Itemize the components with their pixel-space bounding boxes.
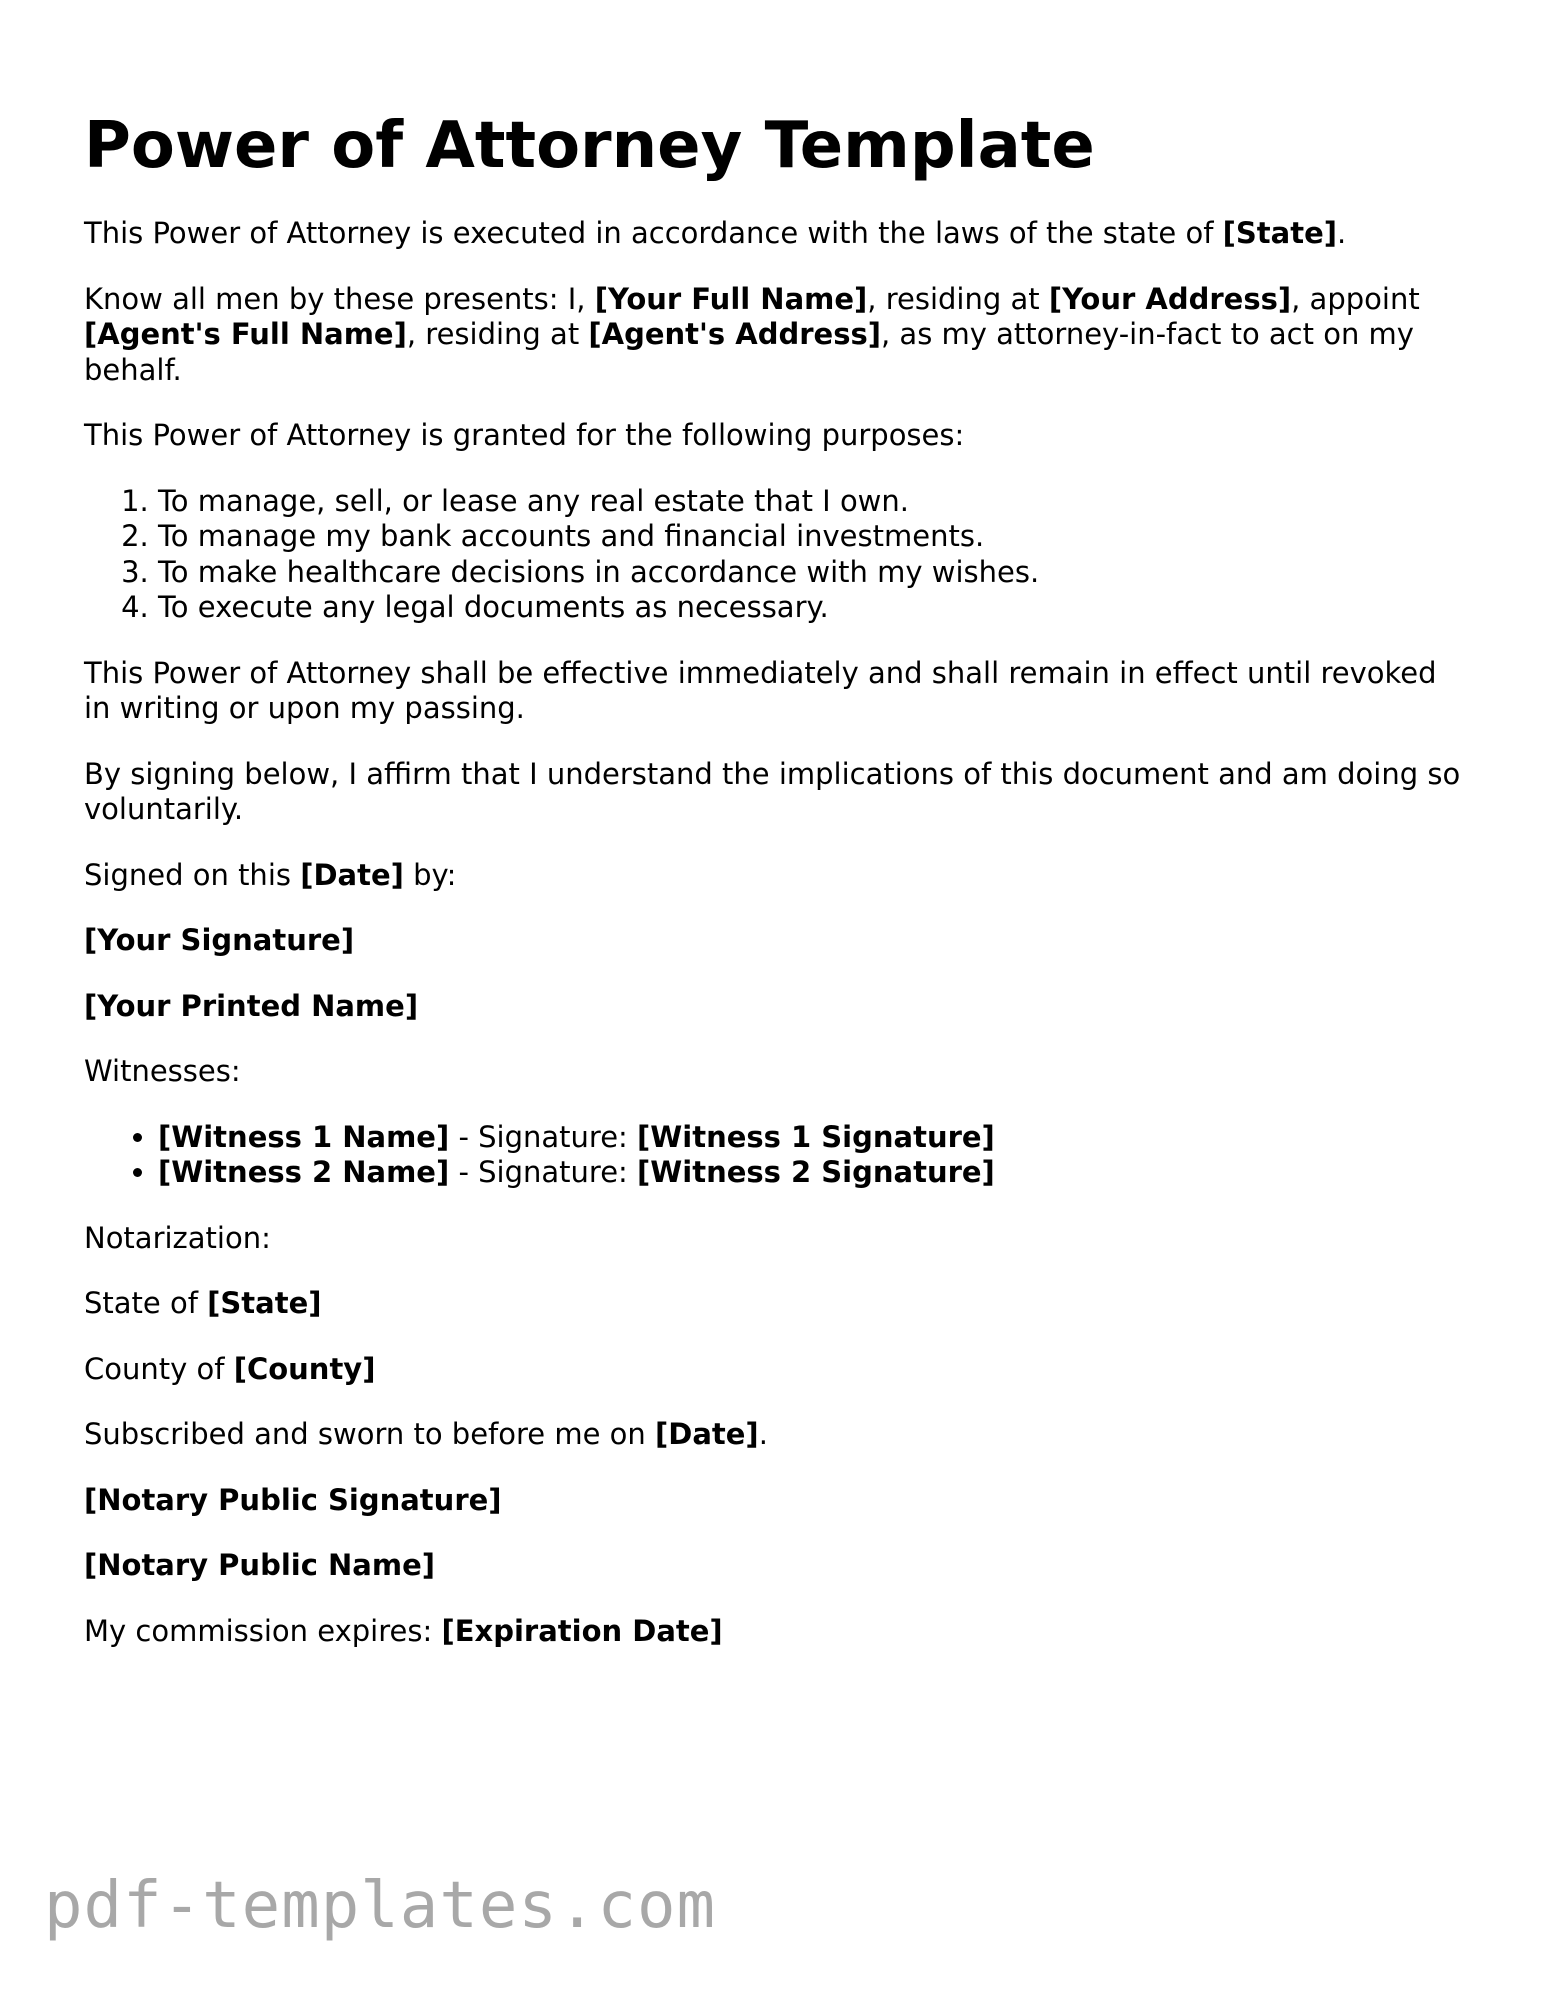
notary-signature-line: [Notary Public Signature] [84, 1482, 502, 1517]
list-item: 4. To execute any legal documents as necessary. [158, 590, 1464, 626]
commission-line: My commission expires: [Expiration Date] [84, 1613, 723, 1648]
list-item: 3. To make healthcare decisions in accordance with my wishes. [158, 555, 1464, 591]
appointment-paragraph: Know all men by these presents: I, [Your Full Name], residing at [Your Address], appoint [Agent's Full Name], residing at [Agent's Address], as my attorney-in-fact to act on my behalf. [84, 281, 1420, 387]
your-printed-name-line: [Your Printed Name] [84, 988, 419, 1023]
document-body [84, 216, 1464, 1679]
sworn-line: Subscribed and sworn to before me on [Date]. [84, 1417, 768, 1451]
jurisdiction-paragraph: This Power of Attorney is executed in accordance with the laws of the state of [State]. [84, 216, 1347, 250]
purposes-intro: This Power of Attorney is granted for the following purposes: [84, 418, 965, 452]
list-item: • [Witness 2 Name] - Signature: [Witness 2 Signature] [158, 1155, 1464, 1191]
witnesses-list [84, 1120, 1464, 1191]
agent-name-placeholder: [Agent's Full Name] [84, 317, 407, 351]
witness-name: [Witness 1 Name] [158, 1119, 450, 1154]
document-title: Power of Attorney Template [84, 109, 1095, 183]
signed-on-line: Signed on this [Date] by: [84, 857, 457, 892]
witness-signature: [Witness 1 Signature] [637, 1119, 995, 1154]
witnesses-label: Witnesses: [84, 1054, 241, 1088]
list-item: 2. To manage my bank accounts and financial investments. [158, 519, 1464, 555]
agent-address-placeholder: [Agent's Address] [588, 317, 881, 351]
state-placeholder: [State] [1222, 216, 1338, 250]
your-signature-line: [Your Signature] [84, 923, 355, 957]
notarization-label: Notarization: [84, 1220, 271, 1255]
state-line: State of [State] [84, 1286, 322, 1320]
county-line: County of [County] [84, 1351, 376, 1386]
watermark: pdf-templates.com [44, 1869, 717, 1943]
purposes-list [84, 484, 1464, 626]
principal-name-placeholder: [Your Full Name] [594, 281, 868, 316]
principal-address-placeholder: [Your Address] [1048, 281, 1292, 316]
list-item: • [Witness 1 Name] - Signature: [Witness 1 Signature] [158, 1120, 1464, 1156]
effective-paragraph: This Power of Attorney shall be effective immediately and shall remain in effect until revoked in writing or upon my passing. [84, 655, 1437, 725]
list-item: 1. To manage, sell, or lease any real estate that I own. [158, 484, 1464, 520]
witness-signature: [Witness 2 Signature] [637, 1155, 995, 1189]
affirmation-paragraph: By signing below, I affirm that I understand the implications of this document and am doing so voluntarily. [84, 756, 1461, 826]
date-placeholder: [Date] [300, 857, 404, 892]
notary-name-line: [Notary Public Name] [84, 1548, 435, 1582]
witness-name: [Witness 2 Name] [158, 1155, 450, 1189]
